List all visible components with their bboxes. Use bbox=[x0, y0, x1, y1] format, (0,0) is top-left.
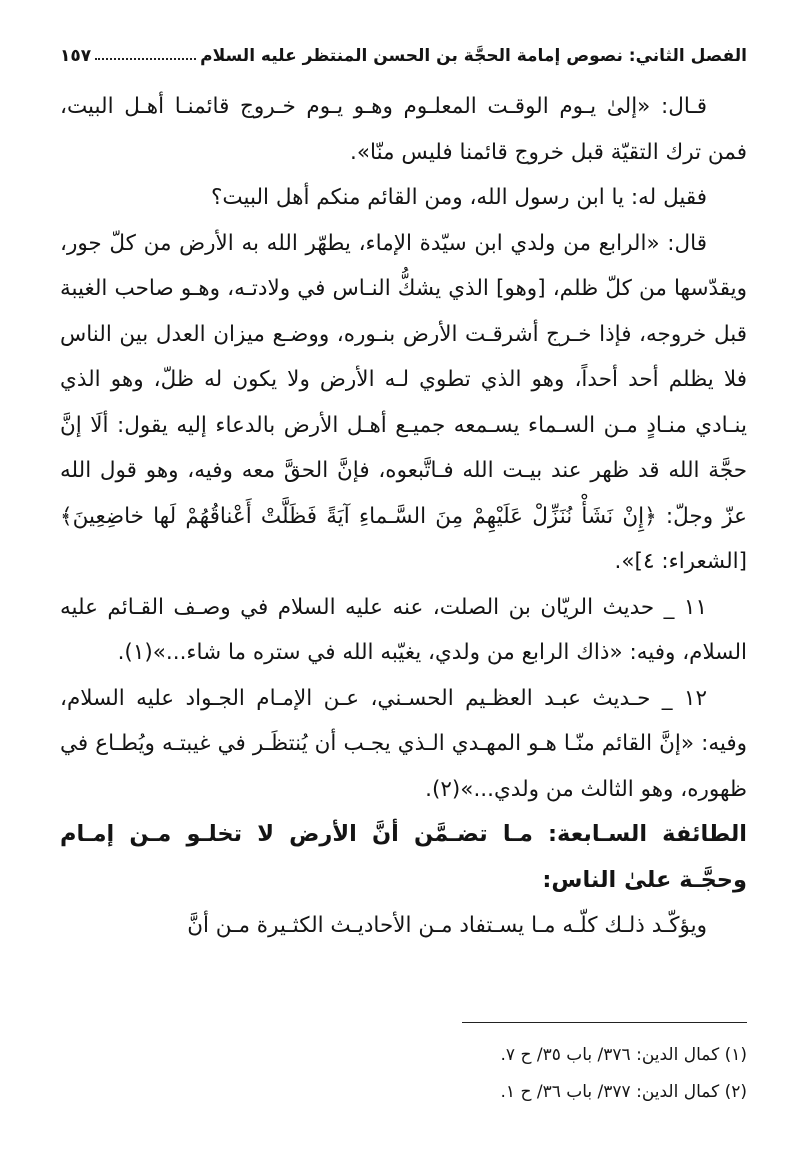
page-number: ١٥٧ bbox=[60, 46, 92, 66]
header-dot-leader bbox=[95, 57, 196, 60]
main-text bbox=[60, 84, 747, 949]
paragraph: ١١ _ حديث الريّان بن الصلت، عنه عليه السلام في وصـف القـائم عليه السلام، وفيه: «ذاك الرابع من ولدي، يغيّبه الله في ستره ما شاء...»(١). bbox=[60, 594, 747, 665]
running-header bbox=[60, 30, 747, 66]
paragraph: قال: «الرابع من ولدي ابن سيّدة الإماء، يطهّر الله به الأرض من كلّ جور، ويقدّسها من كلّ ظلم، [وهو] الذي يشكُّ النـاس في ولادتـه، وهـو صاحب الغيبة قبل خروجه، فإذا خـرج أشرقـت الأرض بنـوره، ووضـع ميزان العدل بين الناس فلا يظلم أحد أحداً، وهو الذي تطوي لـه الأرض ولا يكون له ظلّ، وهو الذي ينـادي منـادٍ مـن السـماء يسـمعه جميـع أهـل الأرض بالدعاء إليه يقول: ألَا إنَّ حجَّة الله قد ظهر عند بيـت الله فـاتَّبعوه، فإنَّ الحقَّ معه وفيه، وهو قول الله عزّ وجلّ: ﴿إِنْ نَشَأْ نُنَزِّلْ عَلَيْهِمْ مِنَ السَّـماءِ آيَةً فَظَلَّتْ أَعْناقُهُمْ لَها خاضِعِينَ﴾ [الشعراء: ٤]». bbox=[60, 230, 747, 574]
paragraph: ويؤكّـد ذلـك كلّـه مـا يسـتفاد مـن الأحاديـث الكثـيرة مـن أنَّ bbox=[187, 913, 707, 938]
footnote: (١) كمال الدين: ٣٧٦/ باب ٣٥/ ح ٧. bbox=[500, 1045, 747, 1065]
paragraph: قـال: «إلىٰ يـوم الوقـت المعلـوم وهـو يـوم خـروج قائمنـا أهـل البيت، فمن ترك التقيّة قبل خروج قائمنا فليس منّا». bbox=[60, 94, 747, 165]
paragraph: فقيل له: يا ابن رسول الله، ومن القائم منكم أهل البيت؟ bbox=[211, 185, 707, 210]
section-heading: الطائفة السـابعة: مـا تضـمَّن أنَّ الأرض لا تخلـو مـن إمـام وحجَّـة علىٰ الناس: bbox=[60, 821, 747, 893]
footnotes bbox=[60, 1037, 747, 1111]
footnote-divider bbox=[462, 1022, 747, 1023]
chapter-title: الفصل الثاني: نصوص إمامة الحجَّة بن الحسن المنتظر عليه السلام bbox=[200, 46, 747, 66]
paragraph: ١٢ _ حـديث عبـد العظـيم الحسـني، عـن الإمـام الجـواد عليه السلام، وفيه: «إنَّ القائم منّـا هـو المهـدي الـذي يجـب أن يُنتظَـر في غيبتـه ويُطـاع في ظهوره، وهو الثالث من ولدي...»(٢). bbox=[60, 685, 747, 802]
footnote: (٢) كمال الدين: ٣٧٧/ باب ٣٦/ ح ١. bbox=[500, 1082, 747, 1102]
